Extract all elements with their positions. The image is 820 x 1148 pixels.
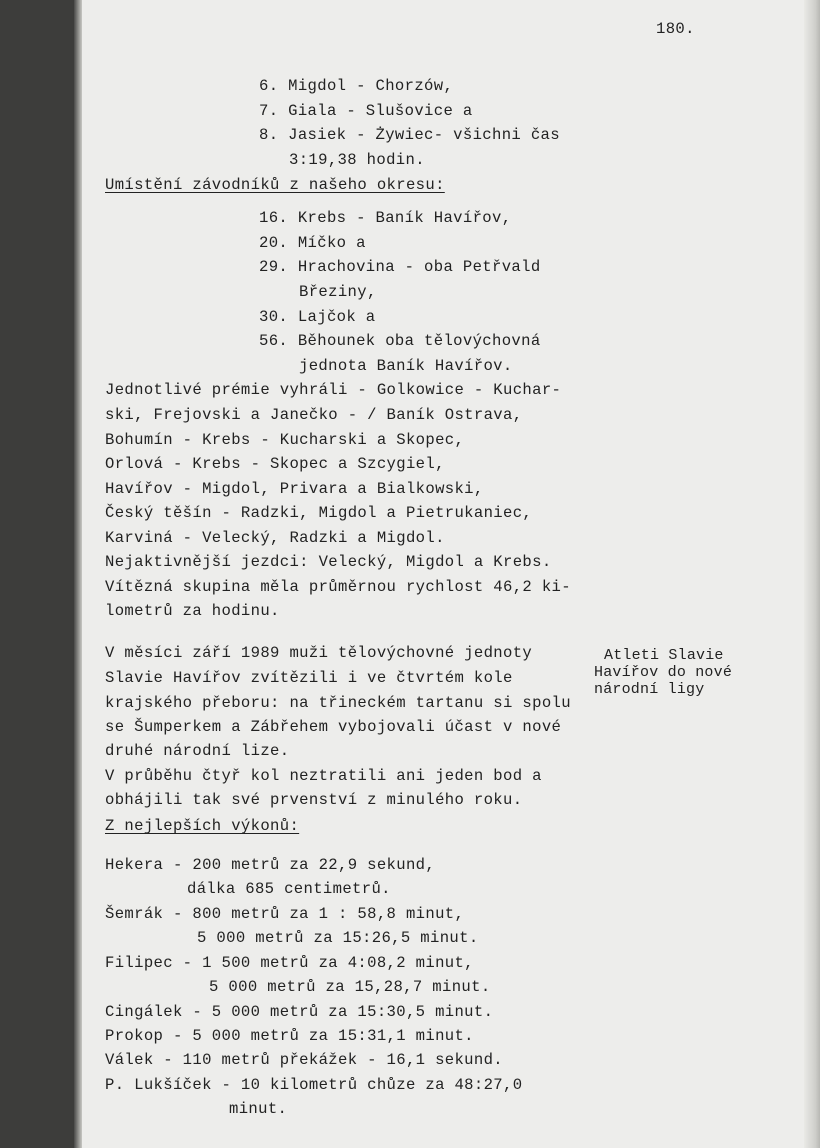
margin-note-line: Atleti Slavie [604,647,724,664]
result-line: Hekera - 200 metrů za 22,9 sekund, [105,856,436,874]
paragraph-line: Vítězná skupina měla průměrnou rychlost 46,2 ki- [105,578,571,596]
result-line: dálka 685 centimetrů. [187,880,391,898]
list-item: 30. Lajčok a [259,308,376,326]
paragraph-line: ski, Frejovski a Janečko - / Baník Ostrava, [105,406,523,424]
paragraph-line: Karviná - Velecký, Radzki a Migdol. [105,529,445,547]
paragraph-line: Havířov - Migdol, Privara a Bialkowski, [105,480,484,498]
list-item: Březiny, [299,283,377,301]
section-heading-placement: Umístění závodníků z našeho okresu: [105,176,445,194]
typewritten-page [82,0,820,1148]
list-item: jednota Baník Havířov. [299,357,513,375]
list-item: 20. Míčko a [259,234,366,252]
paragraph-line: V průběhu čtyř kol neztratili ani jeden bod a [105,767,542,785]
list-item: 3:19,38 hodin. [289,151,425,169]
list-item: 16. Krebs - Baník Havířov, [259,209,512,227]
list-item: 8. Jasiek - Żywiec- všichni čas [259,126,560,144]
section-heading-results: Z nejlepších výkonů: [105,817,300,835]
result-line: Válek - 110 metrů překážek - 16,1 sekund. [105,1051,504,1069]
page-right-edge [804,0,820,1148]
result-line: 5 000 metrů za 15,28,7 minut. [209,978,491,996]
margin-note-line: Havířov do nové [594,664,733,681]
result-line: Šemrák - 800 metrů za 1 : 58,8 minut, [105,905,465,923]
paragraph-line: Slavie Havířov zvítězili i ve čtvrtém kole [105,669,513,687]
paragraph-line: druhé národní lize. [105,742,290,760]
paragraph-line: V měsíci září 1989 muži tělovýchovné jednoty [105,644,533,662]
result-line: Prokop - 5 000 metrů za 15:31,1 minut. [105,1027,474,1045]
paragraph-line: Orlová - Krebs - Skopec a Szcygiel, [105,455,445,473]
list-item: 7. Giala - Slušovice a [259,102,473,120]
list-item: 56. Běhounek oba tělovýchovná [259,332,541,350]
paragraph-line: Český těšín - Radzki, Migdol a Pietrukaniec, [105,504,533,522]
result-line: minut. [229,1100,288,1118]
paragraph-line: Bohumín - Krebs - Kucharski a Skopec, [105,431,465,449]
list-item: 6. Migdol - Chorzów, [259,77,454,95]
page-number: 180. [656,20,695,38]
result-line: 5 000 metrů za 15:26,5 minut. [197,929,479,947]
margin-note-line: národní ligy [594,681,705,698]
result-line: Cingálek - 5 000 metrů za 15:30,5 minut. [105,1003,494,1021]
result-line: Filipec - 1 500 metrů za 4:08,2 minut, [105,954,474,972]
paragraph-line: Nejaktivnější jezdci: Velecký, Migdol a Krebs. [105,553,552,571]
paragraph-line: se Šumperkem a Zábřehem vybojovali účast v nové [105,718,562,736]
result-line: P. Lukšíček - 10 kilometrů chůze za 48:27,0 [105,1076,523,1094]
paragraph-line: krajského přeboru: na třineckém tartanu si spolu [105,694,571,712]
paragraph-line: lometrů za hodinu. [105,602,280,620]
list-item: 29. Hrachovina - oba Petřvald [259,258,541,276]
paragraph-line: obhájili tak své prvenství z minulého roku. [105,791,523,809]
paragraph-line: Jednotlivé prémie vyhráli - Golkowice - Kuchar- [105,381,562,399]
